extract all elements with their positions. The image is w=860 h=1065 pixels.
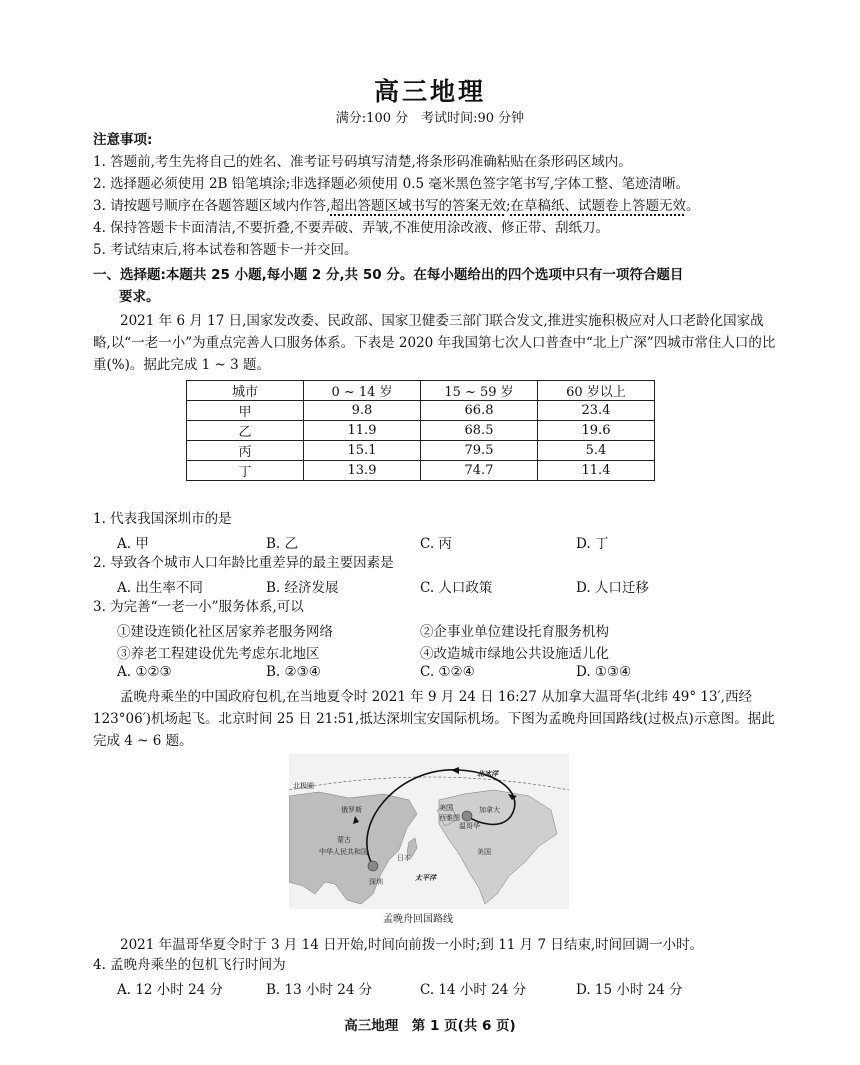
label-seattle: 西雅图: [439, 814, 460, 822]
label-shenzhen: 深圳: [369, 878, 383, 886]
label-pacific: 太平洋: [415, 874, 436, 882]
label-russia: 俄罗斯: [341, 806, 362, 814]
note-item-3-sep: ;: [505, 198, 511, 214]
note-item-3-prefix: 3. 请按题号顺序在各题答题区域内作答,: [93, 198, 331, 214]
table-cell: 19.6: [538, 421, 655, 441]
q1-option-d[interactable]: D. 丁: [576, 536, 609, 552]
page-title: 高三地理: [373, 77, 486, 106]
dst-note: 2021 年温哥华夏令时于 3 月 14 日开始,时间向前拨一小时;到 11 月 7 日结束,时间回调一小时。: [120, 937, 704, 953]
q4-stem: 4. 孟晚舟乘坐的包机飞行时间为: [93, 957, 286, 973]
q3-statement-3: ③养老工程建设优先考虑东北地区: [117, 646, 320, 662]
label-usa: 美国: [477, 848, 491, 856]
q2-option-b[interactable]: B. 经济发展: [266, 580, 339, 596]
q3-option-b[interactable]: B. ②③④: [266, 664, 321, 680]
label-vancouver: 温哥华: [459, 822, 480, 830]
table-cell: 11.9: [304, 421, 421, 441]
note-item-5: 5. 考试结束后,将本试卷和答题卡一并交回。: [93, 242, 358, 258]
q4-option-c[interactable]: C. 14 小时 24 分: [420, 982, 527, 998]
table-cell: 5.4: [538, 441, 655, 461]
q1-stem: 1. 代表我国深圳市的是: [93, 511, 232, 527]
map-caption: 孟晚舟回国路线: [383, 914, 453, 925]
section-heading-line2: 要求。: [119, 289, 160, 305]
passage-1: 2021 年 6 月 17 日,国家发改委、民政部、国家卫健委三部门联合发文,推进实施积极应对人口老龄化国家战略,以“一老一小”为重点完善人口服务体系。下表是 2020 年我国第七次人口普查中“北上广深”四城市常住人口的比重(%)。据此完成 1 ~ 3 题。: [93, 313, 776, 373]
table-row: [187, 461, 655, 481]
label-japan: 日本: [397, 854, 411, 862]
q3-option-a[interactable]: A. ①②③: [117, 664, 172, 680]
table-cell: 丙: [187, 441, 304, 461]
table-header-cell: 60 岁以上: [538, 381, 655, 401]
q3-statement-2: ②企事业单位建设托育服务机构: [420, 624, 609, 640]
q2-option-a[interactable]: A. 出生率不同: [117, 580, 203, 596]
table-header-row: [187, 381, 655, 401]
table-cell: 66.8: [421, 401, 538, 421]
exam-info: 满分:100 分 考试时间:90 分钟: [335, 111, 525, 126]
table-cell: 74.7: [421, 461, 538, 481]
q3-option-c[interactable]: C. ①②④: [420, 664, 475, 680]
population-table: [186, 380, 655, 481]
note-item-3-suffix: 。: [686, 198, 700, 214]
note-item-4: 4. 保持答题卡卡面清洁,不要折叠,不要弄破、弄皱,不准使用涂改液、修正带、刮纸刀。: [93, 220, 610, 236]
note-item-3-emphasis-2: 在草稿纸、试题卷上答题无效: [510, 198, 687, 214]
label-mongolia: 蒙古: [337, 836, 351, 844]
table-cell: 23.4: [538, 401, 655, 421]
page-footer: 高三地理 第 1 页(共 6 页): [344, 1018, 516, 1034]
note-item-1: 1. 答题前,考生先将自己的姓名、准考证号码填写清楚,将条形码准确粘贴在条形码区域内。: [93, 154, 632, 170]
table-row: [187, 401, 655, 421]
flight-route-map: [289, 754, 569, 927]
note-item-2: 2. 选择题必须使用 2B 铅笔填涂;非选择题必须使用 0.5 毫米黑色签字笔书写,字体工整、笔迹清晰。: [93, 176, 690, 192]
table-cell: 11.4: [538, 461, 655, 481]
q3-stem: 3. 为完善“一老一小”服务体系,可以: [93, 599, 304, 615]
table-header-cell: 0 ~ 14 岁: [304, 381, 421, 401]
q1-option-a[interactable]: A. 甲: [117, 536, 149, 552]
q4-option-a[interactable]: A. 12 小时 24 分: [117, 982, 224, 998]
q3-statement-1: ①建设连锁化社区居家养老服务网络: [117, 624, 333, 640]
table-header-cell: 15 ~ 59 岁: [421, 381, 538, 401]
q1-option-c[interactable]: C. 丙: [420, 536, 452, 552]
q2-stem: 2. 导致各个城市人口年龄比重差异的最主要因素是: [93, 555, 394, 571]
note-item-3: [93, 197, 700, 215]
label-china: 中华人民共和国: [319, 848, 368, 856]
note-item-3-emphasis-1: 超出答题区域书写的答案无效: [330, 198, 506, 214]
table-cell: 15.1: [304, 441, 421, 461]
q2-option-c[interactable]: C. 人口政策: [420, 580, 493, 596]
notes-heading: 注意事项:: [93, 132, 153, 148]
q1-option-b[interactable]: B. 乙: [266, 536, 299, 552]
table-cell: 甲: [187, 401, 304, 421]
table-cell: 乙: [187, 421, 304, 441]
label-arctic-ocean: 北冰洋: [477, 770, 498, 778]
label-arctic-circle: 北极圈: [293, 782, 314, 790]
label-usa-alaska: 美国: [439, 804, 453, 812]
table-cell: 丁: [187, 461, 304, 481]
q3-option-d[interactable]: D. ①③④: [576, 664, 632, 680]
section-heading-line1: 一、选择题:本题共 25 小题,每小题 2 分,共 50 分。在每小题给出的四个选项中只有一项符合题目: [93, 267, 684, 283]
table-cell: 68.5: [421, 421, 538, 441]
table-row: [187, 441, 655, 461]
table-cell: 79.5: [421, 441, 538, 461]
table-header-cell: 城市: [187, 381, 304, 401]
label-canada: 加拿大: [479, 806, 500, 814]
table-cell: 9.8: [304, 401, 421, 421]
table-cell: 13.9: [304, 461, 421, 481]
q4-option-d[interactable]: D. 15 小时 24 分: [576, 982, 683, 998]
q2-option-d[interactable]: D. 人口迁移: [576, 580, 649, 596]
table-row: [187, 421, 655, 441]
q4-option-b[interactable]: B. 13 小时 24 分: [266, 982, 373, 998]
passage-2: 孟晚舟乘坐的中国政府包机,在当地夏令时 2021 年 9 月 24 日 16:27 从加拿大温哥华(北纬 49° 13′,西经 123°06′)机场起飞。北京时间 25 日 21:51,抵达深圳宝安国际机场。下图为孟晚舟回国路线(过极点)示意图。据此完成 4 ~ 6 题。: [93, 689, 775, 749]
q3-statement-4: ④改造城市绿地公共设施适儿化: [420, 646, 609, 662]
